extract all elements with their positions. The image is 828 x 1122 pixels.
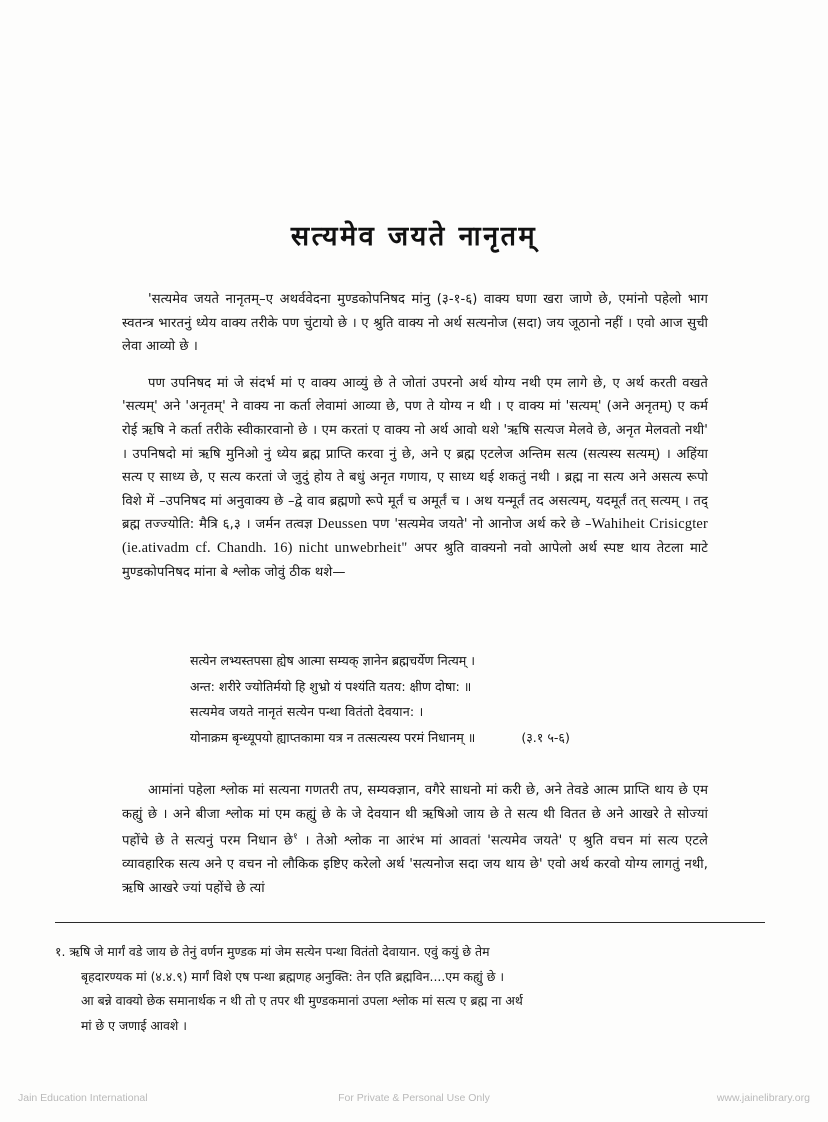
footnote-line-1-text: ऋषि जे मार्गं वडे जाय छे तेनुं वर्णन मुण्डक मां जेम सत्येन पन्था वितंतो देवायान. एवुं कयुं छे तेम [69, 944, 490, 959]
paragraph-2-text: पण उपनिषद मां जे संदर्भ मां ए वाक्य आव्युं छे ते जोतां उपरनो अर्थ योग्य नथी एम लागे छे, ए अर्थ करती वखते 'सत्यम्' अने 'अनृतम्' ने वाक्य ना कर्ता लेवामां आव्या छे, पण ते योग्य न थी । ए वाक्य मां 'सत्यम्' (अने अनृतम्) ए कर्म रोई ऋषि ने कर्ता तरीके स्वीकारवानो छे । एम करतां ए वाक्य नो अर्थ आवो थशे 'ऋषि सत्यज मेलवे छे, अनृत मेलवतो नथी' । उपनिषदो मां ऋषि मुनिओ नुं ध्येय ब्रह्म प्राप्ति करवा नुं छे, अने ए ब्रह्म एटलेज अन्तिम सत्य (सत्यस्य सत्यम्) । अहिंया सत्य ए साध्य छे, ए सत्य करतां जे जुदुं होय ते बधुं अनृत गणाय, ए साध्य थई शकतुं नथी । ब्रह्म ना सत्य अने असत्य रूपो विशे में –उपनिषद मां अनुवाक्य छे –द्वे वाव ब्रह्मणो रूपे मूर्तं च अमूर्तं च । अथ यन्मूर्तं तद असत्यम्, यदमूर्तं तत् सत्यम् । तद् ब्रह्म तज्ज्योति: मैत्रि ६,३ । जर्मन तत्वज्ञ [122, 375, 708, 533]
sanskrit-verse-block [122, 648, 708, 750]
paragraph-2-text-tail: अपर श्रुति वाक्यनो नवो आपेलो अर्थ स्पष्ट थाय तेटला माटे मुण्डकोपनिषद मांना बे श्लोक जोवुं ठीक थशे— [122, 540, 708, 580]
page-title: सत्यमेव जयते नानृतम् [290, 221, 538, 252]
body-text-column [122, 288, 708, 597]
footnote-block [55, 940, 769, 1038]
footnote-line-2: बृहदारण्यक मां (४.४.९) मार्गं विशे एष पन्था ब्रह्मणह अनुक्ति: तेन एति ब्रह्मविन....एम कह्युं छे । [81, 968, 505, 984]
paragraph-3 [122, 779, 708, 900]
paragraph-3-text-after: । तेओ श्लोक ना आरंभ मां आवतां 'सत्यमेव जयते' ए श्रुति वचन मां सत्य एटले व्यावहारिक सत्य अने ए वचन नो लौकिक इष्टिए करेलो अर्थ 'सत्यनोज सदा जय थाय छे' एवो अर्थ करवो योग्य लागतुं नथी, ऋषि आखरे ज्यां पहोंचे छे त्यां [122, 833, 708, 896]
footnote-line-3: आ बन्ने वाक्यो छेक समानार्थक न थी तो ए तपर थी मुण्डकमानां उपला श्लोक मां सत्य ए ब्रह्म ना अर्थ [81, 993, 523, 1008]
paragraph-2-latin-name: Deussen [317, 516, 368, 533]
footnote-number: १. [55, 944, 66, 959]
paragraph-2 [122, 372, 708, 584]
page-footer [0, 1092, 828, 1112]
footer-right[interactable]: www.jainelibrary.org [716, 1092, 810, 1104]
verse-line-1: सत्येन लभ्यस्तपसा ह्येष आत्मा सम्यक् ज्ञानेन ब्रह्मचर्येण नित्यम् । [190, 653, 476, 668]
verse-reference: (३.१ ५-६) [521, 729, 570, 745]
footnote-line-1 [55, 940, 769, 965]
footnote-separator-rule [55, 922, 765, 923]
body-text-column-lower [122, 779, 708, 913]
verse-line-2: अन्त: शरीरे ज्योतिर्मयो हि शुभ्रो यं पश्यंति यतय: क्षीण दोषा: ॥ [190, 678, 472, 694]
verse-line-3: सत्यमेव जयते नानृतं सत्येन पन्था वितंतो देवयान: । [190, 704, 424, 720]
verse-line-4-text: योनाक्रम बृन्ध्यूपयो ह्याप्तकामा यत्र न तत्सत्यस्य परमं निधानम् ॥ [190, 729, 476, 745]
paragraph-3-text: आमांनां पहेला श्लोक मां सत्यना गणतरी तप, सम्यक्ज्ञान, वगैरे साधनो मां करी छे, अने तेवडे आत्म प्राप्ति थाय छे एम कह्युं छे । अने बीजा श्लोक मां एम कह्युं छे के जे देवयान थी ऋषिओ जाय छे ते सत्य थी वितत छे अने आखरे ते सोज्यां पहोंचे छे ते सत्यनुं परम निधान छे [122, 783, 708, 849]
verse-line-4 [122, 725, 708, 751]
paragraph-1-text: 'सत्यमेव जयते नानृतम्–ए अथर्ववेदना मुण्डकोपनिषद मांनु (३-१-६) वाक्य घणा खरा जाणे छे, एमांनो पहेलो भाग स्वतन्त्र भारतनुं ध्येय वाक्य तरीके पण चुंटायो छे । ए श्रुति वाक्य नो अर्थ सत्यनोज (सदा) जय जूठानो नहीं । एवो आज सुची लेवा आव्यो छे । [122, 292, 708, 355]
paragraph-2-text-after: पण 'सत्यमेव जयते' नो आनोज अर्थ करे छे – [367, 517, 592, 533]
footnote-marker: १ [293, 832, 298, 843]
footer-center: For Private & Personal Use Only [338, 1092, 490, 1104]
footer-left: Jain Education International [18, 1092, 148, 1104]
footnote-line-4: मां छे ए जणाई आवशे । [81, 1017, 187, 1033]
paragraph-2-german-quote: Wahiheit Crisicgter (ie.ativadm cf. Chandh. 16) nicht unwebrheit" [122, 516, 708, 556]
paragraph-1 [122, 288, 708, 359]
